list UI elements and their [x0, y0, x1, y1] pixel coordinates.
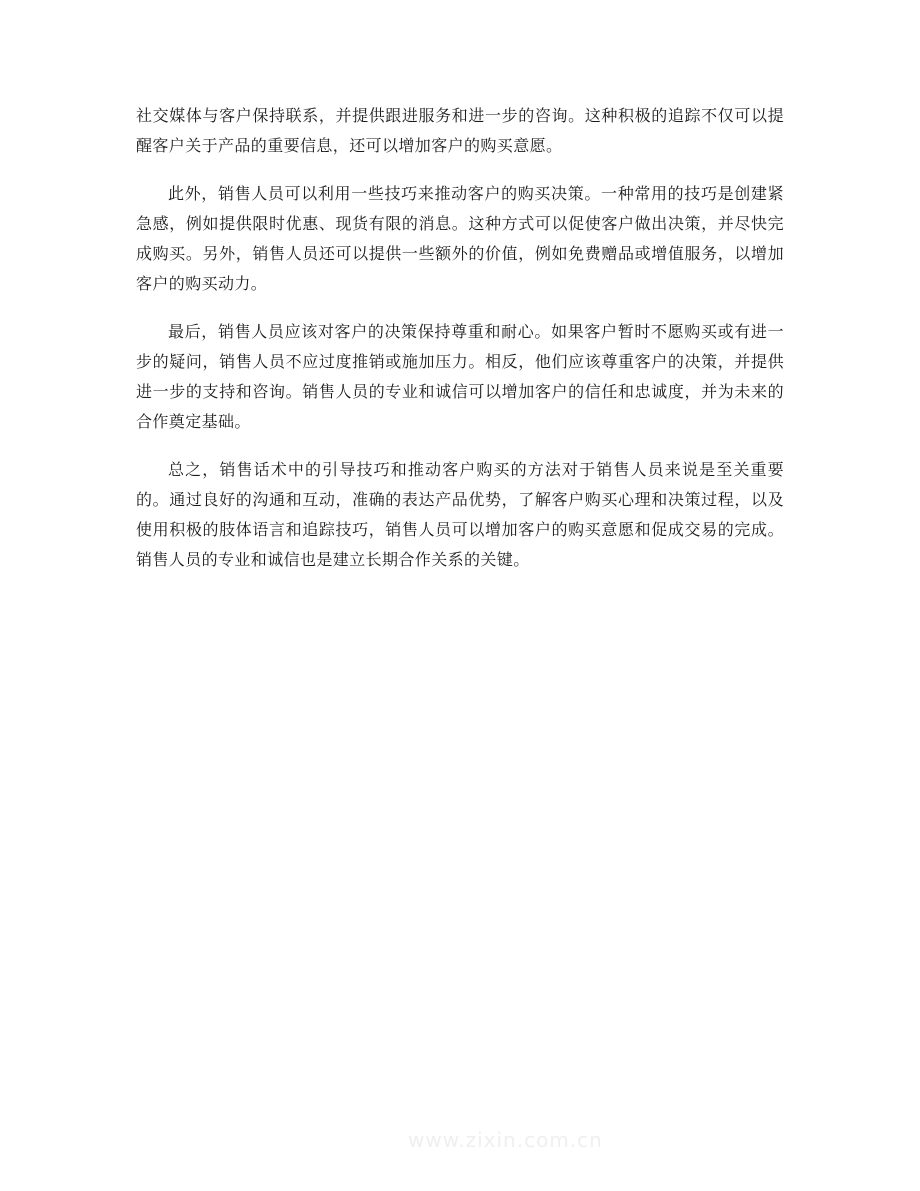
paragraph-1: 社交媒体与客户保持联系，并提供跟进服务和进一步的咨询。这种积极的追踪不仅可以提醒客户关于产品的重要信息，还可以增加客户的购买意愿。: [136, 106, 784, 155]
document-body: [136, 101, 784, 593]
watermark: www.zixin.com.cn: [408, 1128, 603, 1152]
paragraph-4: 总之，销售话术中的引导技巧和推动客户购买的方法对于销售人员来说是至关重要的。通过良好的沟通和互动，准确的表达产品优势，了解客户购买心理和决策过程，以及使用积极的肢体语言和追踪技巧，销售人员可以增加客户的购买意愿和促成交易的完成。销售人员的专业和诚信也是建立长期合作关系的关键。: [136, 460, 784, 569]
paragraph-2: 此外，销售人员可以利用一些技巧来推动客户的购买决策。一种常用的技巧是创建紧急感，例如提供限时优惠、现货有限的消息。这种方式可以促使客户做出决策，并尽快完成购买。另外，销售人员还可以提供一些额外的价值，例如免费赠品或增值服务，以增加客户的购买动力。: [136, 184, 784, 293]
paragraph-3: 最后，销售人员应该对客户的决策保持尊重和耐心。如果客户暂时不愿购买或有进一步的疑问，销售人员不应过度推销或施加压力。相反，他们应该尊重客户的决策，并提供进一步的支持和咨询。销售人员的专业和诚信可以增加客户的信任和忠诚度，并为未来的合作奠定基础。: [136, 322, 784, 431]
